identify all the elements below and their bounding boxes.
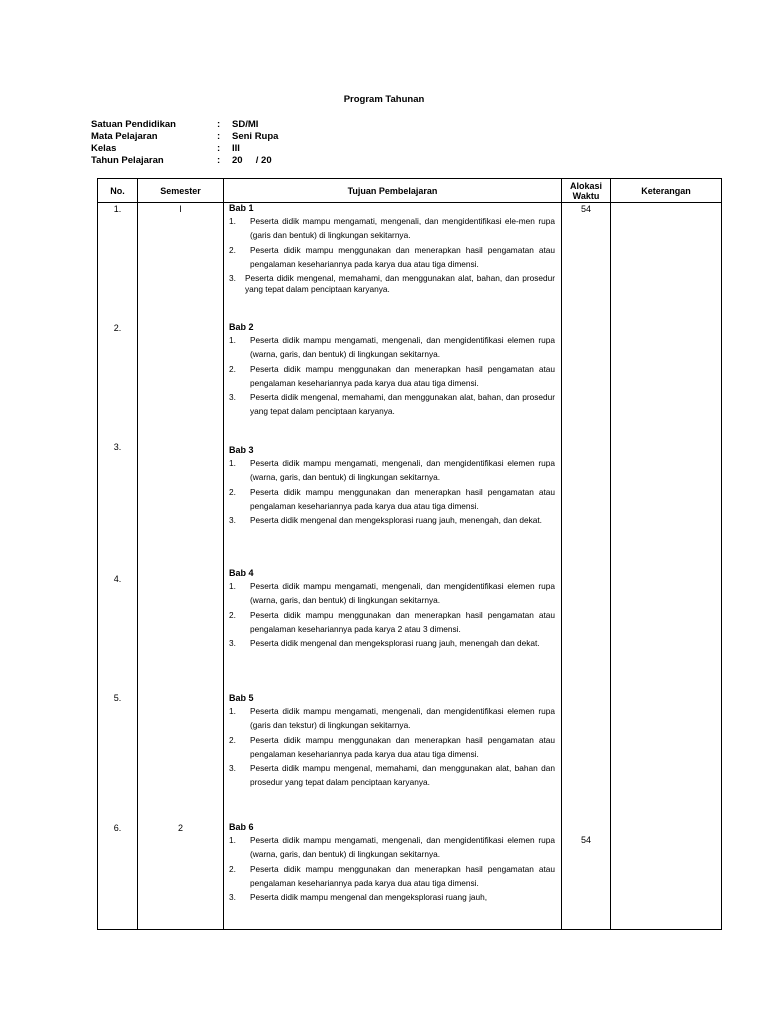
item-number: 1. [229,706,236,716]
info-row-kelas [91,143,278,155]
item-text: Peserta didik mengenal dan mengeksplorasi ruang jauh, menengah dan dekat. [250,638,540,649]
item-number: 3. [229,638,236,649]
bab-section [229,822,555,904]
info-value: SD/MI [232,119,259,130]
item-number: 3. [229,392,236,403]
info-label: Satuan Pendidikan [91,119,176,130]
bab-section [229,568,555,650]
list-item [229,608,555,637]
item-text: Peserta didik mengenal, memahami, dan menggunakan alat, bahan, dan prosedur yang tepat dalam penciptaan karyanya. [245,273,555,295]
item-number: 3. [229,763,236,774]
document-title: Program Tahunan [343,94,425,105]
list-item [229,704,555,733]
item-text: Peserta didik mampu menggunakan dan menerapkan hasil pengamatan atau pengalaman kesehariannya pada karya dua atau tiga dimensi. [250,363,555,388]
column-divider [223,179,224,929]
list-item [229,243,555,272]
item-number: 2. [229,244,236,255]
row-number: 4. [113,574,122,584]
program-table [97,178,722,930]
item-text: Peserta didik mampu mengenal dan mengeksplorasi ruang jauh, [250,892,488,903]
info-colon: : [217,119,221,130]
info-row-tahun [91,155,278,167]
header-keterangan: Keterangan [641,185,691,196]
info-row-satuan [91,119,278,131]
item-text: Peserta didik mampu mengamati, mengenali, dan mengidentifikasi elemen rupa (garis dan tekstur) di lingkungan sekitarnya. [250,706,555,731]
list-item [229,271,555,295]
item-number: 3. [229,273,236,284]
list-item [229,214,555,243]
row-number: 6. [113,823,122,833]
item-number: 1. [229,216,236,226]
item-text: Peserta didik mampu menggunakan dan menerapkan hasil pengamatan atau pengalaman kesehariannya pada karya dua atau tiga dimensi. [250,244,555,269]
header-alokasi: Alokasi Waktu [569,180,602,201]
info-colon: : [217,131,221,142]
bab-section [229,445,555,527]
row-number: 3. [113,442,122,452]
header-semester: Semester [160,185,201,196]
item-text: Peserta didik mampu menggunakan dan menerapkan hasil pengamatan atau pengalaman kesehariannya pada karya dua atau tiga dimensi. [250,863,555,888]
info-value: 20 / 20 [232,155,272,166]
bab-section [229,693,555,790]
list-item [229,390,555,419]
bab-heading: Bab 5 [229,693,254,703]
alokasi-value: 54 [580,835,591,845]
row-number: 1. [113,204,122,214]
alokasi-value: 54 [580,204,591,214]
item-number: 1. [229,835,236,845]
item-number: 1. [229,335,236,345]
item-number: 3. [229,892,236,903]
list-item [229,890,555,904]
item-number: 3. [229,515,236,526]
bab-section [229,322,555,419]
list-item [229,485,555,514]
list-item [229,833,555,862]
item-text: Peserta didik mampu mengamati, mengenali, dan mengidentifikasi elemen rupa (warna, garis, dan bentuk) di lingkungan sekitarnya. [250,581,555,606]
item-text: Peserta didik mampu mengamati, mengenali, dan mengidentifikasi elemen rupa (warna, garis, dan bentuk) di lingkungan sekitarnya. [250,835,555,860]
semester-value: 2 [177,823,183,833]
item-number: 2. [229,363,236,374]
list-item [229,333,555,362]
bab-heading: Bab 2 [229,322,254,332]
item-text: Peserta didik mampu menggunakan dan menerapkan hasil pengamatan atau pengalaman kesehariannya pada karya dua atau tiga dimensi. [250,486,555,511]
item-text: Peserta didik mampu mengamati, mengenali, dan mengidentifikasi elemen rupa (warna, garis, dan bentuk) di lingkungan sekitarnya. [250,458,555,483]
column-divider [561,179,562,929]
document-info [91,119,278,167]
item-number: 1. [229,458,236,468]
info-value: Seni Rupa [232,131,279,142]
list-item [229,362,555,391]
item-text: Peserta didik mampu mengamati, mengenali, dan mengidentifikasi elemen rupa (warna, garis, dan bentuk) di lingkungan sekitarnya. [250,335,555,360]
bab-heading: Bab 6 [229,822,254,832]
list-item [229,636,555,650]
bab-section [229,203,555,295]
info-label: Mata Pelajaran [91,131,158,142]
list-item [229,579,555,608]
list-item [229,733,555,762]
list-item [229,456,555,485]
item-number: 2. [229,609,236,620]
row-number: 5. [113,693,122,703]
row-number: 2. [113,323,122,333]
info-row-mapel [91,131,278,143]
info-value: III [232,143,240,154]
column-divider [137,179,138,929]
item-text: Peserta didik mengenal dan mengeksplorasi ruang jauh, menengah, dan dekat. [250,515,542,526]
item-text: Peserta didik mengenal, memahami, dan menggunakan alat, bahan, dan prosedur yang tepat dalam penciptaan karyanya. [250,392,555,417]
info-label: Tahun Pelajaran [91,155,164,166]
info-label: Kelas [91,143,117,154]
item-number: 2. [229,863,236,874]
item-number: 2. [229,734,236,745]
column-divider [610,179,611,929]
list-item [229,862,555,891]
bab-heading: Bab 3 [229,445,254,455]
item-text: Peserta didik mampu mengamati, mengenali, dan mengidentifikasi ele-men rupa (garis dan bentuk) di lingkungan sekitarnya. [250,216,555,241]
item-text: Peserta didik mampu menggunakan dan menerapkan hasil pengamatan atau pengalaman kesehariannya pada karya 2 atau 3 dimensi. [250,609,555,634]
info-colon: : [217,143,221,154]
bab-heading: Bab 4 [229,568,254,578]
header-tujuan: Tujuan Pembelajaran [347,185,438,196]
list-item [229,513,555,527]
item-number: 2. [229,486,236,497]
item-number: 1. [229,581,236,591]
semester-value: I [179,204,182,214]
bab-heading: Bab 1 [229,203,254,213]
item-text: Peserta didik mampu mengenal, memahami, dan menggunakan alat, bahan dan prosedur yang tepat dalam penciptaan karyanya. [250,763,555,788]
info-colon: : [217,155,221,166]
header-no: No. [110,185,125,196]
item-text: Peserta didik mampu menggunakan dan menerapkan hasil pengamatan atau pengalaman kesehariannya pada karya dua atau tiga dimensi. [250,734,555,759]
list-item [229,761,555,790]
